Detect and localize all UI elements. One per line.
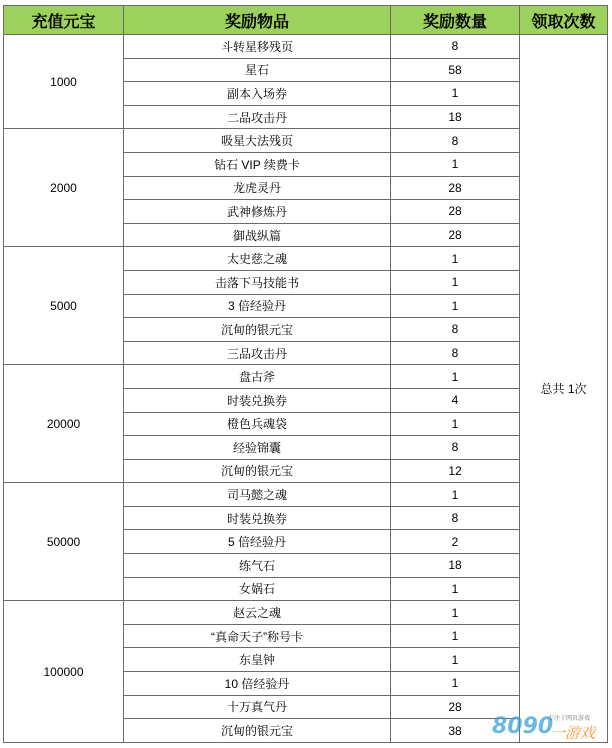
reward-item-cell: 5 倍经验丹 [124, 530, 391, 554]
reward-qty-cell: 1 [391, 672, 520, 696]
watermark-tagline: 专注于网页游戏 [548, 715, 591, 722]
reward-item-cell: 击落下马技能书 [124, 270, 391, 294]
site-logo-watermark [490, 706, 608, 744]
reward-item-cell: 3 倍经验丹 [124, 294, 391, 318]
reward-qty-cell: 8 [391, 436, 520, 460]
table-body [4, 35, 608, 743]
header-row [4, 6, 608, 35]
reward-qty-cell: 28 [391, 200, 520, 224]
reward-item-cell: 三品攻击丹 [124, 341, 391, 365]
reward-qty-cell: 28 [391, 223, 520, 247]
reward-qty-cell: 1 [391, 601, 520, 625]
reward-item-cell: 星石 [124, 58, 391, 82]
reward-qty-cell: 1 [391, 270, 520, 294]
reward-qty-cell: 8 [391, 506, 520, 530]
reward-item-cell: “真命天子”称号卡 [124, 624, 391, 648]
reward-qty-cell: 1 [391, 365, 520, 389]
reward-qty-cell: 4 [391, 388, 520, 412]
watermark-logo-text: 8090 [492, 714, 554, 739]
reward-item-cell: 经验锦囊 [124, 436, 391, 460]
header-qty: 奖励数量 [391, 6, 520, 35]
reward-item-cell: 橙色兵魂袋 [124, 412, 391, 436]
table-row [4, 601, 608, 625]
reward-qty-cell: 1 [391, 152, 520, 176]
reward-item-cell: 东皇钟 [124, 648, 391, 672]
table-row [4, 129, 608, 153]
tier-amount-cell: 1000 [4, 35, 124, 129]
header-item: 奖励物品 [124, 6, 391, 35]
reward-item-cell: 沉甸的银元宝 [124, 719, 391, 743]
reward-item-cell: 沉甸的银元宝 [124, 318, 391, 342]
table-header [4, 6, 608, 35]
reward-item-cell: 御战纵篇 [124, 223, 391, 247]
claim-times-cell: 总共 1次 [520, 35, 608, 743]
reward-table [3, 5, 608, 743]
reward-item-cell: 二品攻击丹 [124, 105, 391, 129]
header-tier: 充值元宝 [4, 6, 124, 35]
table-row [4, 35, 608, 59]
reward-item-cell: 时装兑换券 [124, 506, 391, 530]
reward-qty-cell: 1 [391, 483, 520, 507]
watermark-brand: 一游戏 [550, 724, 596, 742]
header-times: 领取次数 [520, 6, 608, 35]
reward-qty-cell: 58 [391, 58, 520, 82]
reward-item-cell: 十万真气丹 [124, 695, 391, 719]
reward-qty-cell: 28 [391, 695, 520, 719]
table-row [4, 483, 608, 507]
reward-qty-cell: 1 [391, 577, 520, 601]
reward-item-cell: 时装兑换券 [124, 388, 391, 412]
reward-item-cell: 赵云之魂 [124, 601, 391, 625]
reward-qty-cell: 1 [391, 412, 520, 436]
reward-item-cell: 司马懿之魂 [124, 483, 391, 507]
reward-qty-cell: 1 [391, 247, 520, 271]
reward-item-cell: 武神修炼丹 [124, 200, 391, 224]
reward-qty-cell: 18 [391, 554, 520, 578]
reward-item-cell: 10 倍经验丹 [124, 672, 391, 696]
reward-qty-cell: 1 [391, 648, 520, 672]
reward-qty-cell: 1 [391, 82, 520, 106]
reward-qty-cell: 8 [391, 35, 520, 59]
reward-item-cell: 钻石 VIP 续费卡 [124, 152, 391, 176]
reward-item-cell: 斗转星移残页 [124, 35, 391, 59]
reward-qty-cell: 8 [391, 318, 520, 342]
reward-item-cell: 吸星大法残页 [124, 129, 391, 153]
tier-amount-cell: 20000 [4, 365, 124, 483]
reward-item-cell: 副本入场券 [124, 82, 391, 106]
reward-qty-cell: 38 [391, 719, 520, 743]
reward-qty-cell: 18 [391, 105, 520, 129]
tier-amount-cell: 2000 [4, 129, 124, 247]
reward-item-cell: 盘古斧 [124, 365, 391, 389]
reward-item-cell: 女娲石 [124, 577, 391, 601]
reward-qty-cell: 8 [391, 341, 520, 365]
reward-item-cell: 龙虎灵丹 [124, 176, 391, 200]
tier-amount-cell: 5000 [4, 247, 124, 365]
tier-amount-cell: 50000 [4, 483, 124, 601]
reward-qty-cell: 12 [391, 459, 520, 483]
reward-qty-cell: 28 [391, 176, 520, 200]
reward-qty-cell: 1 [391, 294, 520, 318]
table-row [4, 247, 608, 271]
reward-item-cell: 太史慈之魂 [124, 247, 391, 271]
reward-qty-cell: 1 [391, 624, 520, 648]
table-row [4, 365, 608, 389]
reward-item-cell: 练气石 [124, 554, 391, 578]
reward-item-cell: 沉甸的银元宝 [124, 459, 391, 483]
tier-amount-cell: 100000 [4, 601, 124, 743]
reward-qty-cell: 2 [391, 530, 520, 554]
reward-qty-cell: 8 [391, 129, 520, 153]
